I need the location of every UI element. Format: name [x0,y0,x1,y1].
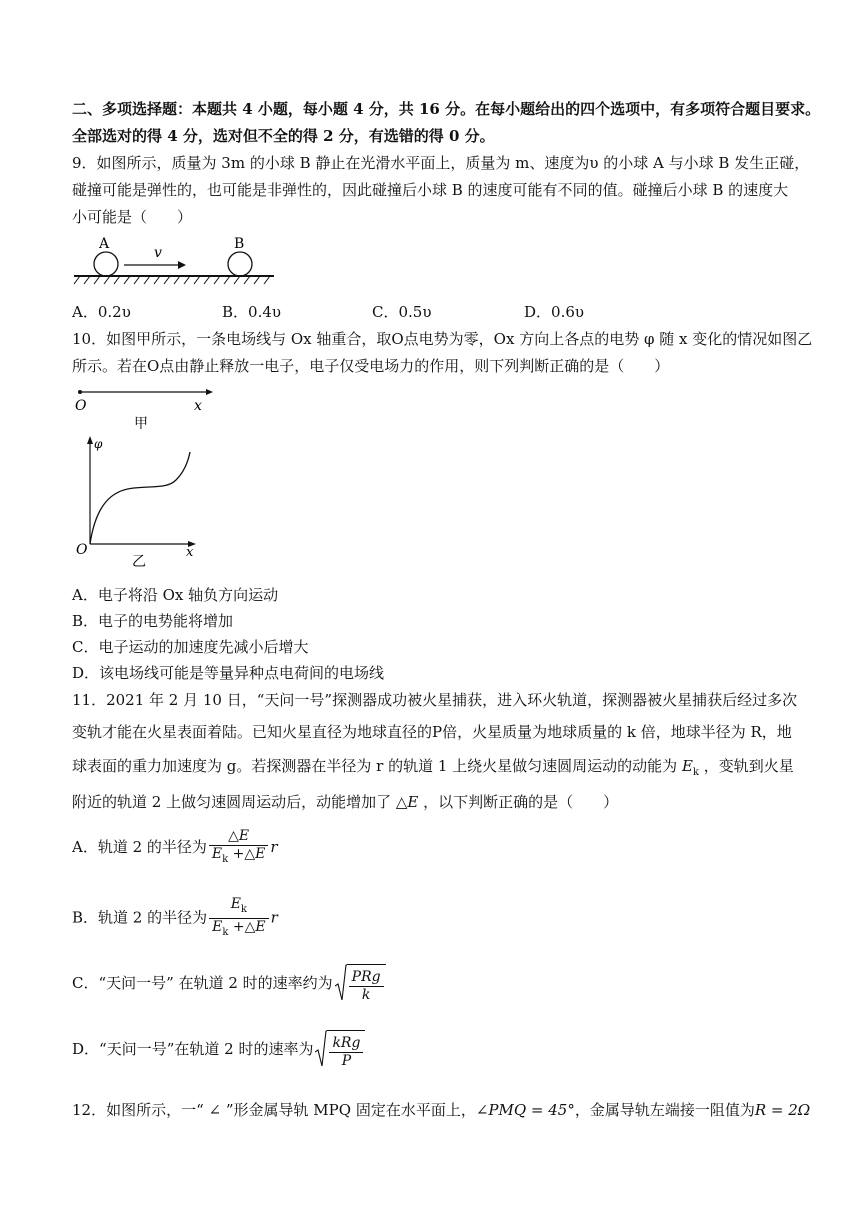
radical-icon [315,1030,327,1068]
yi-caption: 乙 [132,554,146,570]
q11-option-b[interactable] [72,896,278,941]
q11-option-b-fraction [209,896,268,941]
q9-option-b[interactable]: B．0.4υ [222,303,281,321]
q11-option-a-text: A．轨道 2 的半径为 [72,837,207,856]
q9-option-a[interactable]: A．0.2υ [72,303,131,321]
q11-a-den-sub: k [222,853,229,865]
q11-option-b-text: B．轨道 2 的半径为 [72,908,208,927]
q11-b-r: r [270,908,278,927]
q11-ek-sub: k [692,767,699,778]
q11-d-num: kRg [332,1034,361,1051]
q12-angle: ∠PMQ = 45° [475,1101,575,1119]
q9-option-c[interactable]: C．0.5υ [372,303,432,321]
q11-b-den-sub: k [222,926,229,938]
yi-o: O [76,542,88,558]
q10-line-1: 10．如图甲所示，一条电场线与 Ox 轴重合，取O点电势为零，Ox 方向上各点的电势 φ 随 x 变化的情况如图乙 [72,330,813,348]
q11-a-den-e: E [211,846,223,862]
label-b: B [234,236,245,252]
q11-c-num: PRg [351,968,381,985]
q11-line-4-tail: ，以下判断正确的是（ ） [423,793,619,811]
q11-b-num-sub: k [240,903,247,915]
q11-option-a[interactable] [72,828,278,868]
q11-option-c-text: C．“天问一号” 在轨道 2 时的速率约为 [72,974,333,992]
q11-line-1: 11．2021 年 2 月 10 日，“天问一号”探测器成功被火星捕获，进入环火轨道，探测器被火星捕获后经过多次 [72,691,798,709]
phi-curve [90,452,190,544]
q11-ek-symbol: E [681,757,693,775]
jia-caption: 甲 [134,416,148,432]
yi-x: x [186,545,194,560]
q10-figure-jia [72,384,222,432]
q10-option-d[interactable]: D．该电场线可能是等量异种点电荷间的电场线 [72,664,385,682]
q11-c-fraction [349,969,384,1004]
ball-a [94,252,118,276]
q11-a-den-tail: +△E [228,846,266,862]
q11-line-2: 变轨才能在火星表面着陆。已知火星直径为地球直径的P倍，火星质量为地球质量的 k 倍，地球半径为 R，地 [72,723,792,741]
q9-option-d[interactable]: D．0.6υ [524,303,585,321]
radical-icon [335,964,347,1002]
q11-d-fraction [329,1035,363,1070]
q11-line-4 [72,792,618,812]
label-a: A [99,236,110,252]
q11-option-d-text: D．“天问一号”在轨道 2 时的速率为 [72,1040,314,1058]
q11-option-a-fraction [209,828,268,868]
q9-collision-figure [72,232,282,292]
ball-b [228,252,252,276]
q11-delta-e: △E [395,793,419,811]
q9-line-2: 碰撞可能是弹性的，也可能是非弹性的，因此碰撞后小球 B 的速度可能有不同的值。碰撞后小球 B 的速度大 [72,181,789,199]
q11-option-c-sqrt [335,964,386,1004]
q11-line-4-text: 附近的轨道 2 上做匀速圆周运动后，动能增加了 [72,793,392,811]
q11-option-d-sqrt [315,1030,365,1070]
jia-x: x [194,398,202,414]
label-v: v [154,245,162,261]
q10-figure-yi [72,432,212,572]
q11-b-den-tail: +△E [228,918,266,935]
section-header-line-2: 全部选对的得 4 分，选对但不全的得 2 分，有选错的得 0 分。 [72,127,495,145]
q12-line-1 [72,1100,810,1120]
q11-option-c[interactable] [72,964,386,1004]
q11-b-den-e: E [212,918,223,935]
q9-line-3: 小可能是（ ） [72,208,193,226]
q11-c-den: k [361,986,371,1003]
q10-line-2: 所示。若在O点由静止释放一电子，电子仅受电场力的作用，则下列判断正确的是（ ） [72,357,670,375]
q12-mid: ，金属导轨左端接一阻值为 [574,1101,755,1119]
q10-option-b[interactable]: B．电子的电势能将增加 [72,612,234,630]
q9-line-1: 9．如图所示，质量为 3m 的小球 B 静止在光滑水平面上，质量为 m、速度为υ 的小球 A 与小球 B 发生正碰， [72,154,810,172]
q10-option-c[interactable]: C．电子运动的加速度先减小后增大 [72,638,309,656]
yi-phi: φ [94,437,103,451]
q11-a-num: △E [228,828,250,844]
q10-option-a[interactable]: A．电子将沿 Ox 轴负方向运动 [72,586,279,604]
q11-line-3 [72,756,794,783]
q11-line-3-text: 球表面的重力加速度为 g。若探测器在半径为 r 的轨道 1 上绕火星做匀速圆周运动的动能为 [72,757,678,775]
q11-d-den: P [341,1052,352,1069]
q11-b-num-e: E [230,896,241,912]
section-header-line-1: 二、多项选择题：本题共 4 小题，每小题 4 分，共 16 分。在每小题给出的四个选项中，有多项符合题目要求。 [72,100,821,118]
q11-option-d[interactable] [72,1030,365,1070]
q11-line-3-tail: ，变轨到火星 [703,757,794,775]
q12-text: 12．如图所示，一“ ∠ ”形金属导轨 MPQ 固定在水平面上， [72,1101,476,1119]
q11-a-r: r [270,837,278,856]
q12-resistance: R = 2Ω [754,1101,811,1119]
jia-o: O [75,398,87,414]
